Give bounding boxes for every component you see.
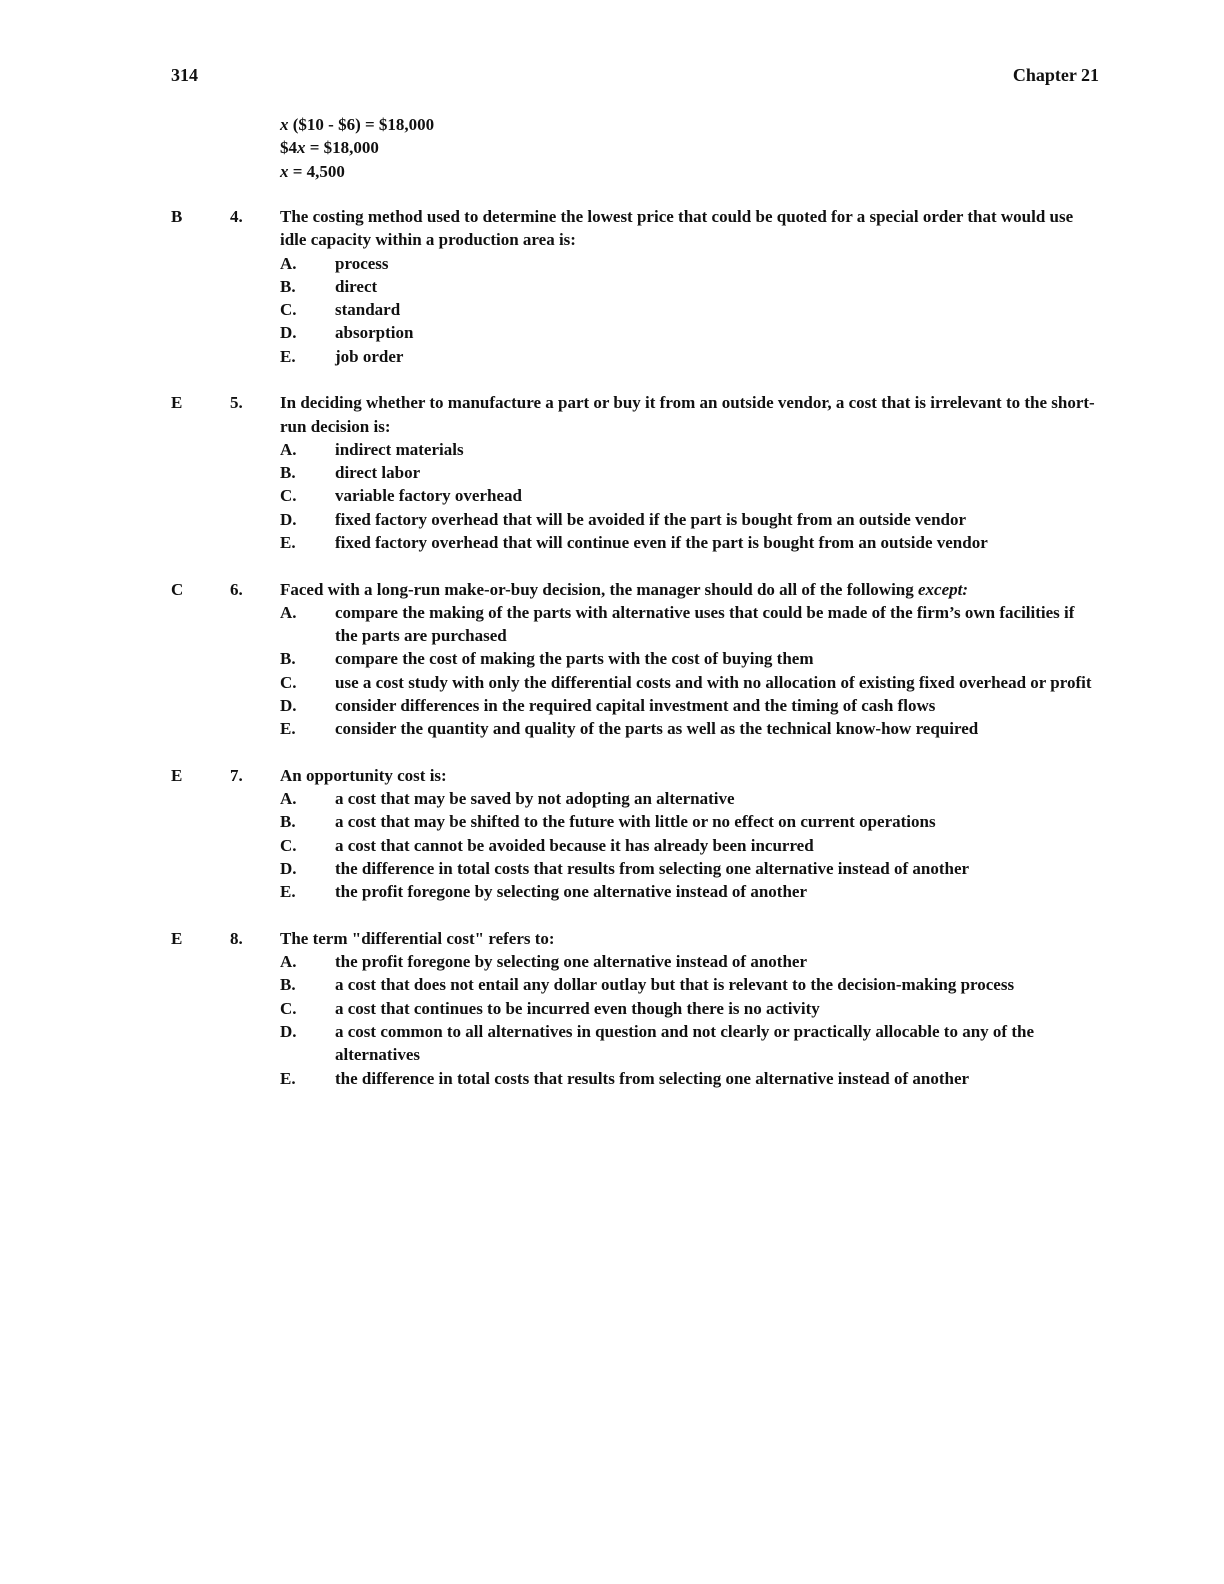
option-letter: C. xyxy=(280,300,297,320)
option-text: consider differences in the required capital investment and the timing of cash flows xyxy=(335,696,936,716)
option-letter: E. xyxy=(280,533,296,553)
option-letter: E. xyxy=(280,719,296,739)
option-text: the profit foregone by selecting one alternative instead of another xyxy=(335,952,807,972)
question-stem-text: In deciding whether to manufacture a part or buy it from an outside vendor, a cost that is irrelevant to the short-run decision is: xyxy=(280,393,1095,436)
option-text: a cost that may be saved by not adopting an alternative xyxy=(335,789,735,809)
option-text: a cost that cannot be avoided because it has already been incurred xyxy=(335,835,814,855)
question-item xyxy=(171,927,1101,1090)
option-text: direct labor xyxy=(335,463,421,483)
equation-variable: x xyxy=(297,138,306,158)
answer-option xyxy=(171,810,1101,833)
option-letter: B. xyxy=(280,975,296,995)
question-stem xyxy=(280,578,1101,601)
option-letter: A. xyxy=(280,439,297,459)
answer-option xyxy=(171,321,1101,344)
question-stem-emphasis: except: xyxy=(918,579,969,599)
question-stem-text: The term "differential cost" refers to: xyxy=(280,928,555,948)
option-text: fixed factory overhead that will continue even if the part is bought from an outside vendor xyxy=(335,533,988,553)
question-stem-text: The costing method used to determine the lowest price that could be quoted for a special order that would use idle capacity within a production area is: xyxy=(280,207,1074,250)
question-item xyxy=(171,578,1101,741)
option-letter: A. xyxy=(280,789,297,809)
chapter-title: Chapter 21 xyxy=(1012,65,1099,85)
option-letter: E. xyxy=(280,1068,296,1088)
answer-option xyxy=(171,647,1101,670)
option-text: direct xyxy=(335,276,378,296)
answer-option xyxy=(171,671,1101,694)
equation-text: = 4,500 xyxy=(288,161,345,181)
answer-option xyxy=(171,345,1101,368)
question-stem xyxy=(280,764,1101,787)
question-list xyxy=(171,205,1101,1113)
answer-option xyxy=(171,484,1101,507)
option-letter: A. xyxy=(280,253,297,273)
page-number: 314 xyxy=(171,65,198,85)
answer-option xyxy=(171,950,1101,973)
question-number: 4. xyxy=(230,207,243,226)
option-letter: D. xyxy=(280,509,297,529)
equation-line xyxy=(280,113,434,136)
option-letter: C. xyxy=(280,998,297,1018)
option-text: the difference in total costs that results from selecting one alternative instead of another xyxy=(335,858,970,878)
worked-equation xyxy=(280,113,434,183)
option-letter: E. xyxy=(280,346,296,366)
question-item xyxy=(171,205,1101,368)
option-letter: C. xyxy=(280,835,297,855)
option-text: job order xyxy=(335,346,404,366)
option-letter: C. xyxy=(280,672,297,692)
option-letter: A. xyxy=(280,602,297,622)
answer-option xyxy=(171,252,1101,275)
answer-option xyxy=(171,857,1101,880)
answer-option xyxy=(171,601,1101,648)
option-letter: B. xyxy=(280,463,296,483)
option-text: consider the quantity and quality of the parts as well as the technical know-how required xyxy=(335,719,979,739)
answer-option xyxy=(171,461,1101,484)
answer-option xyxy=(171,997,1101,1020)
equation-text: $4 xyxy=(280,138,297,158)
answer-key: C xyxy=(171,579,184,599)
answer-option xyxy=(171,531,1101,554)
page-header xyxy=(171,64,1099,88)
option-text: variable factory overhead xyxy=(335,486,522,506)
equation-variable: x xyxy=(280,115,289,134)
option-text: a cost common to all alternatives in question and not clearly or practically allocable to any of the alternatives xyxy=(335,1021,1034,1065)
option-text: fixed factory overhead that will be avoided if the part is bought from an outside vendor xyxy=(335,509,967,529)
option-text: compare the making of the parts with alternative uses that could be made of the firm’s own facilities if the parts are purchased xyxy=(335,602,1075,646)
option-text: compare the cost of making the parts with the cost of buying them xyxy=(335,649,814,669)
option-text: the difference in total costs that results from selecting one alternative instead of another xyxy=(335,1068,970,1088)
question-number: 8. xyxy=(230,928,243,948)
answer-option xyxy=(171,973,1101,996)
equation-line xyxy=(280,136,434,159)
option-text: process xyxy=(335,253,389,273)
answer-option xyxy=(171,1020,1101,1067)
option-letter: E. xyxy=(280,882,296,902)
question-number: 6. xyxy=(230,579,243,599)
option-letter: D. xyxy=(280,696,297,716)
option-letter: C. xyxy=(280,486,297,506)
equation-text: ($10 - $6) = $18,000 xyxy=(288,115,435,134)
option-text: a cost that may be shifted to the future with little or no effect on current operations xyxy=(335,812,936,832)
question-stem xyxy=(280,391,1101,438)
answer-key: E xyxy=(171,393,183,413)
answer-option xyxy=(171,880,1101,903)
question-item xyxy=(171,391,1101,554)
option-letter: D. xyxy=(280,323,297,343)
answer-option xyxy=(171,438,1101,461)
answer-key: B xyxy=(171,207,183,226)
option-letter: B. xyxy=(280,649,296,669)
option-text: the profit foregone by selecting one alternative instead of another xyxy=(335,882,807,902)
answer-option xyxy=(171,508,1101,531)
answer-key: E xyxy=(171,928,183,948)
answer-option xyxy=(171,717,1101,740)
answer-option xyxy=(171,1067,1101,1090)
equation-variable: x xyxy=(280,161,289,181)
option-text: indirect materials xyxy=(335,439,464,459)
question-stem xyxy=(280,927,1101,950)
option-letter: A. xyxy=(280,952,297,972)
option-text: a cost that does not entail any dollar outlay but that is relevant to the decision-making process xyxy=(335,975,1015,995)
answer-option xyxy=(171,275,1101,298)
answer-key: E xyxy=(171,765,183,785)
question-stem-text: An opportunity cost is: xyxy=(280,765,447,785)
option-text: a cost that continues to be incurred even though there is no activity xyxy=(335,998,820,1018)
option-letter: D. xyxy=(280,1021,297,1041)
option-text: absorption xyxy=(335,323,414,343)
option-letter: D. xyxy=(280,858,297,878)
equation-line xyxy=(280,160,434,183)
question-number: 7. xyxy=(230,765,243,785)
option-text: use a cost study with only the differential costs and with no allocation of existing fixed overhead or profit xyxy=(335,672,1092,692)
question-stem xyxy=(280,205,1101,252)
question-number: 5. xyxy=(230,393,243,413)
question-item xyxy=(171,764,1101,904)
equation-text: = $18,000 xyxy=(305,138,379,158)
option-letter: B. xyxy=(280,812,296,832)
answer-option xyxy=(171,787,1101,810)
question-stem-text: Faced with a long-run make-or-buy decision, the manager should do all of the following xyxy=(280,579,919,599)
answer-option xyxy=(171,834,1101,857)
option-letter: B. xyxy=(280,276,296,296)
option-text: standard xyxy=(335,300,401,320)
answer-option xyxy=(171,298,1101,321)
answer-option xyxy=(171,694,1101,717)
